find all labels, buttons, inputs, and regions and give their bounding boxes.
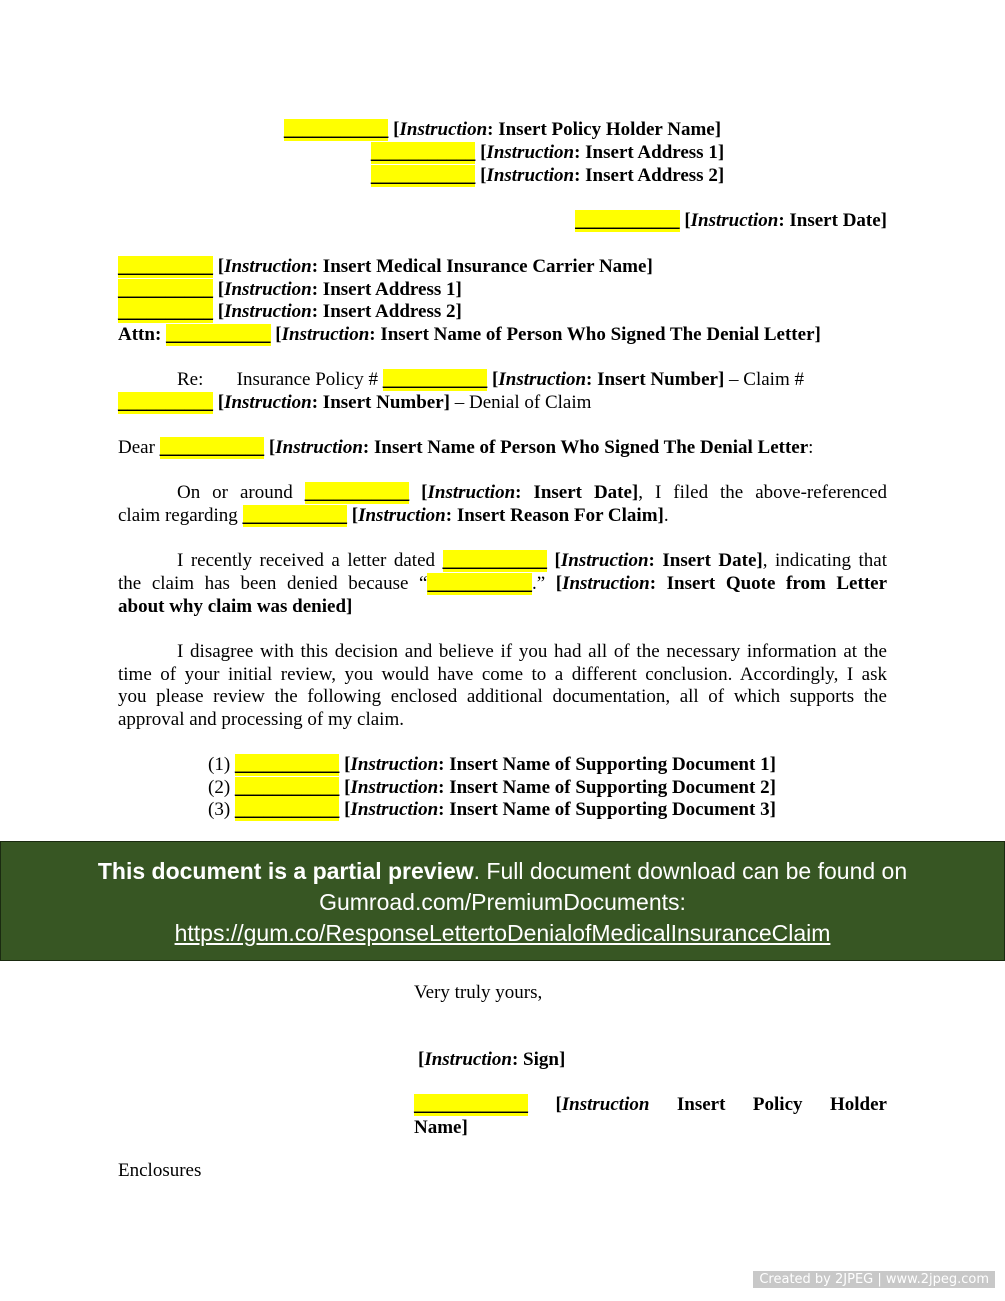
blank-field[interactable]: __________ xyxy=(118,301,213,322)
download-link[interactable]: https://gum.co/ResponseLettertoDenialofMedicalInsuranceClaim xyxy=(174,920,831,946)
sign-line: [Instruction: Sign] xyxy=(418,1049,566,1070)
carrier-address1-line: __________ [Instruction: Insert Address 1] xyxy=(118,279,462,300)
closing-yours: Very truly yours, xyxy=(414,982,543,1003)
para1-line2: claim regarding ___________ [Instruction: Insert Reason For Claim]. xyxy=(118,505,669,526)
banner-line1: This document is a partial preview. Full document download can be found on xyxy=(97,858,908,884)
para2-line1: I recently received a letter dated ___________ [Instruction: Insert Date], indicating that xyxy=(177,550,887,571)
blank-field[interactable]: ___________ xyxy=(442,550,548,571)
blank-field[interactable]: ___________ xyxy=(159,437,265,458)
doc-list-item: (2) ___________ [Instruction: Insert Name of Supporting Document 2] xyxy=(208,777,776,798)
doc-list-item: (1) ___________ [Instruction: Insert Name of Supporting Document 1] xyxy=(208,754,776,775)
blank-field[interactable]: ___________ xyxy=(242,505,348,526)
blank-field[interactable]: __________ xyxy=(118,256,213,277)
doc-list-item: (3) ___________ [Instruction: Insert Name of Supporting Document 3] xyxy=(208,799,776,820)
blank-field[interactable]: ___________ xyxy=(234,777,340,798)
re-line-2: __________ [Instruction: Insert Number] – Denial of Claim xyxy=(118,392,592,413)
holder-address1-line: ___________ [Instruction: Insert Address 1] xyxy=(370,142,725,163)
para3-line1: I disagree with this decision and believe if you had all of the necessary information at the xyxy=(177,641,887,662)
blank-field[interactable]: ___________ xyxy=(370,165,476,186)
date-line: ___________ [Instruction: Insert Date] xyxy=(575,210,887,231)
para3-line4: approval and processing of my claim. xyxy=(118,709,404,730)
holder-address2-line: ___________ [Instruction: Insert Address 2] xyxy=(370,165,725,186)
blank-field[interactable]: ___________ xyxy=(575,210,680,231)
blank-field[interactable]: ___________ xyxy=(304,482,410,503)
carrier-address2-line: __________ [Instruction: Insert Address 2] xyxy=(118,301,462,322)
blank-field[interactable]: ___________ xyxy=(166,324,271,345)
blank-field[interactable]: ___________ xyxy=(382,369,488,390)
blank-field[interactable]: ___________ xyxy=(234,754,340,775)
attn-line: Attn: ___________ [Instruction: Insert Name of Person Who Signed The Denial Letter] xyxy=(118,324,821,345)
signature-name-line2: Name] xyxy=(414,1117,468,1138)
blank-field[interactable]: ____________ xyxy=(414,1094,528,1115)
banner-line2: Gumroad.com/PremiumDocuments: xyxy=(319,889,686,915)
blank-field[interactable]: ___________ xyxy=(283,119,389,140)
preview-banner xyxy=(0,841,1005,961)
signature-name-line: ____________ [Instruction Insert Policy Holder xyxy=(414,1094,887,1115)
re-line: Re: Insurance Policy # ___________ [Instruction: Insert Number] – Claim # xyxy=(177,369,804,390)
para3-line3: you please review the following enclosed additional documentation, all of which supports the xyxy=(118,686,887,707)
para1-line1: On or around ___________ [Instruction: Insert Date], I filed the above-referenced xyxy=(177,482,888,503)
para2-line2: the claim has been denied because “___________.” [Instruction: Insert Quote from Letter xyxy=(118,573,888,594)
enclosures-label: Enclosures xyxy=(118,1160,202,1181)
watermark: Created by 2JPEG | www.2jpeg.com xyxy=(753,1271,995,1288)
salutation: Dear ___________ [Instruction: Insert Name of Person Who Signed The Denial Letter: xyxy=(118,437,814,458)
blank-field[interactable]: ___________ xyxy=(427,573,532,594)
carrier-name-line: __________ [Instruction: Insert Medical Insurance Carrier Name] xyxy=(118,256,653,277)
para2-line3: about why claim was denied] xyxy=(118,596,353,617)
blank-field[interactable]: ___________ xyxy=(234,799,340,820)
para3-line2: time of your initial review, you would have come to a different conclusion. Accordingly, I ask xyxy=(118,664,887,685)
blank-field[interactable]: __________ xyxy=(118,392,213,413)
blank-field[interactable]: __________ xyxy=(118,279,213,300)
holder-name-line: ___________ [Instruction: Insert Policy Holder Name] xyxy=(283,119,722,140)
blank-field[interactable]: ___________ xyxy=(370,142,476,163)
